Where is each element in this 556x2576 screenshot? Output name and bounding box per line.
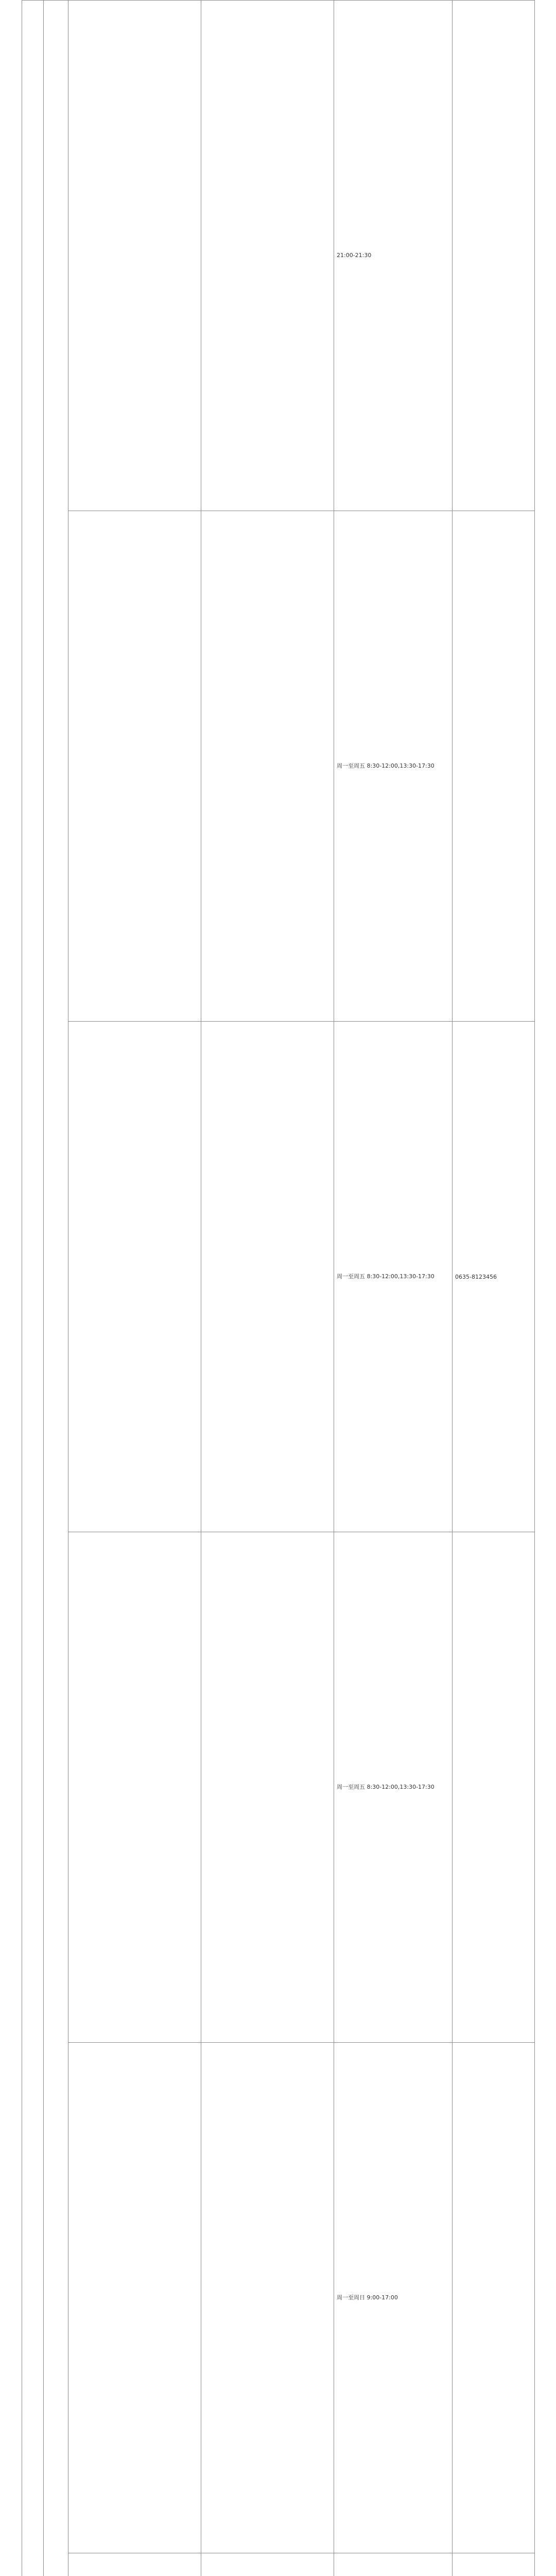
office-address [201, 511, 334, 1022]
office-hours: 21:00-21:30 [334, 1, 453, 511]
office-phone [453, 2553, 535, 2576]
office-address [201, 1, 334, 511]
district-cell [44, 1, 68, 2576]
office-name [68, 511, 201, 1022]
office-phone [453, 1532, 535, 2043]
service-table [22, 0, 535, 2576]
office-phone [453, 1, 535, 511]
office-hours: 周一至周五 8:30-12:00,13:30-17:30 [334, 511, 453, 1022]
office-phone [453, 2043, 535, 2553]
office-name [68, 2043, 201, 2553]
office-address [201, 2553, 334, 2576]
office-phone [453, 511, 535, 1022]
office-phone: 0635-8123456 [453, 1022, 535, 1532]
table-row [22, 511, 535, 1022]
office-hours: 周一至周五 8:30-12:00,13:30-17:30 [334, 1532, 453, 2043]
office-name [68, 1, 201, 511]
office-name [68, 1022, 201, 1532]
office-address [201, 2043, 334, 2553]
office-hours: 周一至周五 8:30-12:00,13:30-17:30 [334, 1022, 453, 1532]
office-name [68, 2553, 201, 2576]
table-row [22, 2553, 535, 2576]
office-hours [334, 2553, 453, 2576]
table-row [22, 1532, 535, 2043]
city-cell [22, 1, 44, 2576]
office-name [68, 1532, 201, 2043]
office-address [201, 1022, 334, 1532]
office-address [201, 1532, 334, 2043]
office-hours: 周一至周日 9:00-17:00 [334, 2043, 453, 2553]
table-row [22, 1, 535, 511]
table-row [22, 2043, 535, 2553]
table-row [22, 1022, 535, 1532]
